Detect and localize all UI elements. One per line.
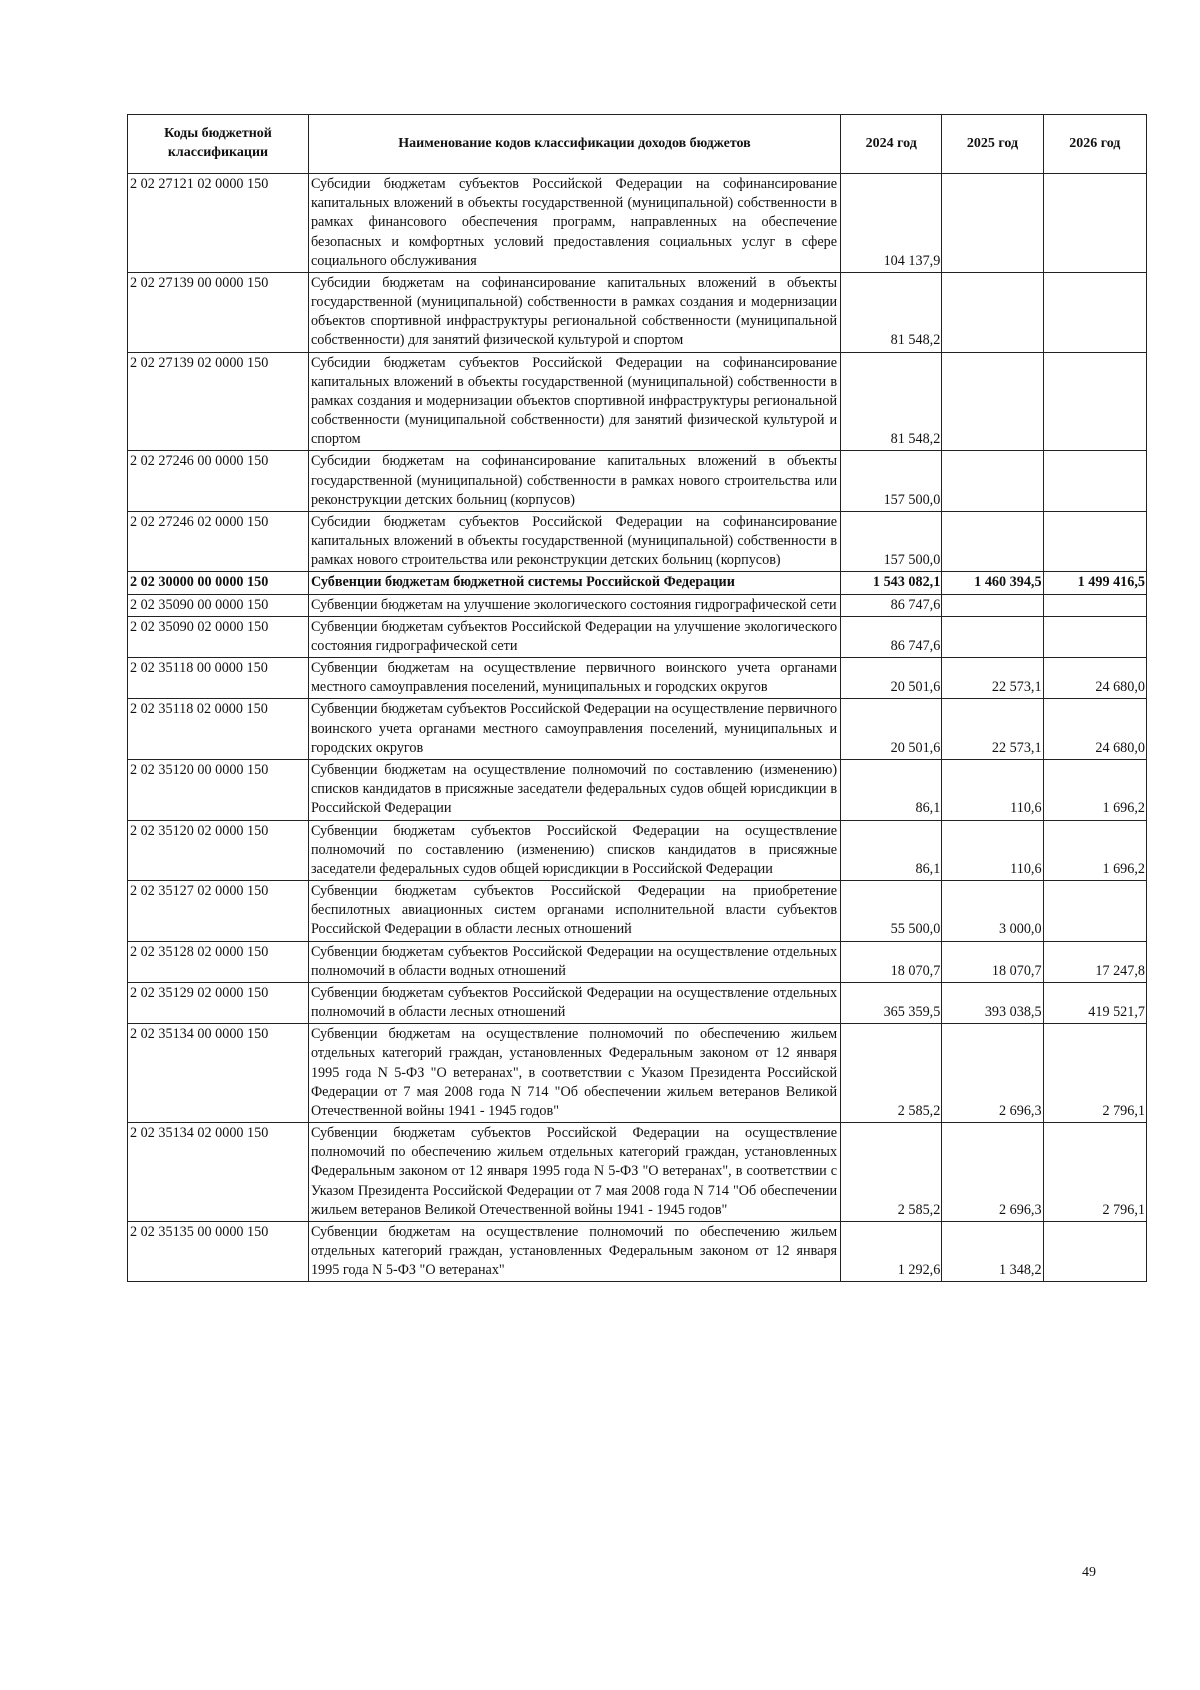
amount-2024-cell: 157 500,0 [841,511,942,572]
income-name-cell: Субсидии бюджетам субъектов Российской Федерации на софинансирование капитальных вложений в объекты государственной (муниципальной) собственности в рамках финансового обеспечения программ, направленных на обеспечение безопасных и комфортных условий предоставления социальных услуг в сфере социального обслуживания [308,174,840,273]
classification-code-cell: 2 02 27139 02 0000 150 [128,352,309,451]
table-row [128,658,1147,699]
income-name-cell: Субсидии бюджетам на софинансирование капитальных вложений в объекты государственной (муниципальной) собственности в рамках создания и модернизации объектов спортивной инфраструктуры региональной собственности (муниципальной собственности) для занятий физической культурой и спортом [308,272,840,352]
amount-2025-cell: 18 070,7 [942,941,1043,982]
table-row [128,941,1147,982]
table-row [128,699,1147,760]
amount-2024-cell: 1 543 082,1 [841,572,942,594]
amount-2026-cell: 17 247,8 [1043,941,1146,982]
classification-code-cell: 2 02 35120 00 0000 150 [128,759,309,820]
income-name-cell: Субсидии бюджетам субъектов Российской Федерации на софинансирование капитальных вложений в объекты государственной (муниципальной) собственности в рамках нового строительства или реконструкции детских больниц (корпусов) [308,511,840,572]
amount-2024-cell: 2 585,2 [841,1123,942,1222]
amount-2024-cell: 18 070,7 [841,941,942,982]
income-name-cell: Субвенции бюджетам бюджетной системы Российской Федерации [308,572,840,594]
amount-2026-cell [1043,616,1146,657]
amount-2024-cell: 86,1 [841,759,942,820]
income-name-cell: Субсидии бюджетам субъектов Российской Федерации на софинансирование капитальных вложений в объекты государственной (муниципальной) собственности в рамках создания и модернизации объектов спортивной инфраструктуры региональной собственности (муниципальной собственности) для занятий физической культурой и спортом [308,352,840,451]
classification-code-cell: 2 02 35129 02 0000 150 [128,982,309,1023]
table-row [128,572,1147,594]
header-2024: 2024 год [841,115,942,174]
table-row [128,1221,1147,1282]
amount-2025-cell: 2 696,3 [942,1123,1043,1222]
table-row [128,881,1147,942]
classification-code-cell: 2 02 30000 00 0000 150 [128,572,309,594]
amount-2024-cell: 81 548,2 [841,272,942,352]
amount-2026-cell: 24 680,0 [1043,658,1146,699]
budget-table [127,114,1147,1282]
amount-2024-cell: 104 137,9 [841,174,942,273]
income-name-cell: Субвенции бюджетам субъектов Российской Федерации на осуществление полномочий по составлению (изменению) списков кандидатов в присяжные заседатели федеральных судов общей юрисдикции в Российской Федерации [308,820,840,881]
classification-code-cell: 2 02 27139 00 0000 150 [128,272,309,352]
amount-2025-cell [942,174,1043,273]
classification-code-cell: 2 02 35135 00 0000 150 [128,1221,309,1282]
amount-2024-cell: 55 500,0 [841,881,942,942]
amount-2024-cell: 86 747,6 [841,616,942,657]
income-name-cell: Субсидии бюджетам на софинансирование капитальных вложений в объекты государственной (муниципальной) собственности в рамках нового строительства или реконструкции детских больниц (корпусов) [308,451,840,512]
amount-2025-cell: 2 696,3 [942,1024,1043,1123]
income-name-cell: Субвенции бюджетам на осуществление первичного воинского учета органами местного самоуправления поселений, муниципальных и городских округов [308,658,840,699]
table-row [128,594,1147,616]
classification-code-cell: 2 02 35128 02 0000 150 [128,941,309,982]
amount-2025-cell [942,616,1043,657]
income-name-cell: Субвенции бюджетам на осуществление полномочий по обеспечению жильем отдельных категорий граждан, установленных Федеральным законом от 12 января 1995 года N 5-ФЗ "О ветеранах" [308,1221,840,1282]
table-row [128,616,1147,657]
amount-2026-cell: 2 796,1 [1043,1123,1146,1222]
amount-2025-cell [942,352,1043,451]
income-name-cell: Субвенции бюджетам на улучшение экологического состояния гидрографической сети [308,594,840,616]
amount-2025-cell: 110,6 [942,820,1043,881]
amount-2026-cell: 1 499 416,5 [1043,572,1146,594]
classification-code-cell: 2 02 35120 02 0000 150 [128,820,309,881]
income-name-cell: Субвенции бюджетам субъектов Российской Федерации на осуществление первичного воинского учета органами местного самоуправления поселений, муниципальных и городских округов [308,699,840,760]
amount-2026-cell [1043,272,1146,352]
amount-2024-cell: 2 585,2 [841,1024,942,1123]
amount-2025-cell: 1 460 394,5 [942,572,1043,594]
amount-2025-cell: 110,6 [942,759,1043,820]
income-name-cell: Субвенции бюджетам на осуществление полномочий по обеспечению жильем отдельных категорий граждан, установленных Федеральным законом от 12 января 1995 года N 5-ФЗ "О ветеранах", в соответствии с Указом Президента Российской Федерации от 7 мая 2008 года N 714 "Об обеспечении жильем ветеранов Великой Отечественной войны 1941 - 1945 годов" [308,1024,840,1123]
amount-2025-cell [942,272,1043,352]
table-row [128,1024,1147,1123]
table-row [128,451,1147,512]
amount-2026-cell [1043,1221,1146,1282]
amount-2025-cell: 22 573,1 [942,658,1043,699]
amount-2024-cell: 365 359,5 [841,982,942,1023]
income-name-cell: Субвенции бюджетам субъектов Российской Федерации на приобретение беспилотных авиационных систем органами исполнительной власти субъектов Российской Федерации в области лесных отношений [308,881,840,942]
header-2025: 2025 год [942,115,1043,174]
amount-2026-cell [1043,594,1146,616]
classification-code-cell: 2 02 35090 00 0000 150 [128,594,309,616]
amount-2025-cell [942,511,1043,572]
amount-2026-cell [1043,174,1146,273]
amount-2026-cell [1043,511,1146,572]
table-header-row [128,115,1147,174]
amount-2024-cell: 86,1 [841,820,942,881]
amount-2024-cell: 20 501,6 [841,658,942,699]
amount-2026-cell: 24 680,0 [1043,699,1146,760]
table-row [128,511,1147,572]
amount-2025-cell: 393 038,5 [942,982,1043,1023]
header-code: Коды бюджетной классификации [128,115,309,174]
amount-2024-cell: 81 548,2 [841,352,942,451]
table-row [128,759,1147,820]
classification-code-cell: 2 02 35118 00 0000 150 [128,658,309,699]
amount-2024-cell: 157 500,0 [841,451,942,512]
amount-2026-cell: 419 521,7 [1043,982,1146,1023]
income-name-cell: Субвенции бюджетам субъектов Российской Федерации на улучшение экологического состояния гидрографической сети [308,616,840,657]
amount-2026-cell [1043,352,1146,451]
amount-2025-cell [942,451,1043,512]
income-name-cell: Субвенции бюджетам субъектов Российской Федерации на осуществление полномочий по обеспечению жильем отдельных категорий граждан, установленных Федеральным законом от 12 января 1995 года N 5-ФЗ "О ветеранах", в соответствии с Указом Президента Российской Федерации от 7 мая 2008 года N 714 "Об обеспечении жильем ветеранов Великой Отечественной войны 1941 - 1945 годов" [308,1123,840,1222]
amount-2024-cell: 20 501,6 [841,699,942,760]
amount-2025-cell: 3 000,0 [942,881,1043,942]
header-2026: 2026 год [1043,115,1146,174]
amount-2026-cell: 1 696,2 [1043,820,1146,881]
classification-code-cell: 2 02 27246 02 0000 150 [128,511,309,572]
amount-2024-cell: 86 747,6 [841,594,942,616]
income-name-cell: Субвенции бюджетам на осуществление полномочий по составлению (изменению) списков кандидатов в присяжные заседатели федеральных судов общей юрисдикции в Российской Федерации [308,759,840,820]
table-row [128,982,1147,1023]
amount-2025-cell [942,594,1043,616]
classification-code-cell: 2 02 35134 02 0000 150 [128,1123,309,1222]
income-name-cell: Субвенции бюджетам субъектов Российской Федерации на осуществление отдельных полномочий в области водных отношений [308,941,840,982]
table-body [128,174,1147,1282]
table-row [128,272,1147,352]
classification-code-cell: 2 02 35118 02 0000 150 [128,699,309,760]
table-row [128,820,1147,881]
amount-2026-cell [1043,881,1146,942]
amount-2026-cell: 1 696,2 [1043,759,1146,820]
amount-2025-cell: 22 573,1 [942,699,1043,760]
classification-code-cell: 2 02 35090 02 0000 150 [128,616,309,657]
page-number: 49 [1082,1565,1096,1580]
amount-2026-cell [1043,451,1146,512]
classification-code-cell: 2 02 27246 00 0000 150 [128,451,309,512]
amount-2024-cell: 1 292,6 [841,1221,942,1282]
classification-code-cell: 2 02 27121 02 0000 150 [128,174,309,273]
table-row [128,1123,1147,1222]
table-row [128,174,1147,273]
classification-code-cell: 2 02 35127 02 0000 150 [128,881,309,942]
amount-2025-cell: 1 348,2 [942,1221,1043,1282]
amount-2026-cell: 2 796,1 [1043,1024,1146,1123]
table-row [128,352,1147,451]
classification-code-cell: 2 02 35134 00 0000 150 [128,1024,309,1123]
header-name: Наименование кодов классификации доходов бюджетов [308,115,840,174]
income-name-cell: Субвенции бюджетам субъектов Российской Федерации на осуществление отдельных полномочий в области лесных отношений [308,982,840,1023]
